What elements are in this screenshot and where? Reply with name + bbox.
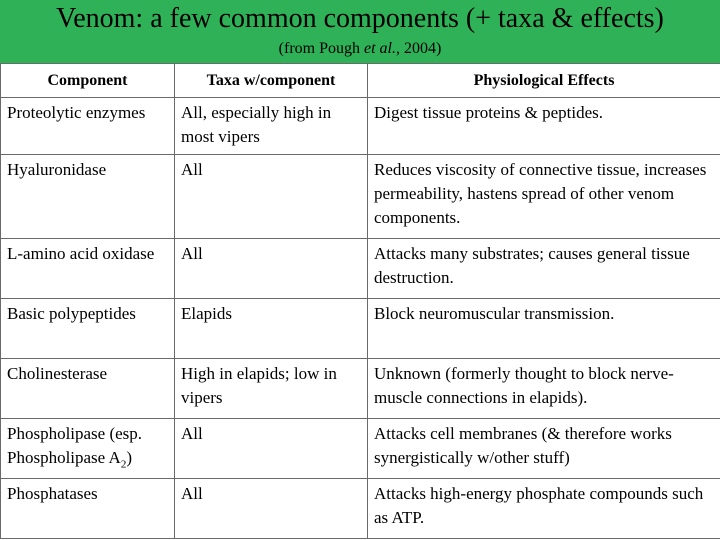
cell-component: Hyaluronidase (1, 155, 175, 239)
table-row (1, 299, 720, 359)
header-row (1, 64, 720, 98)
table-row (1, 359, 720, 419)
cell-component: L-amino acid oxidase (1, 239, 175, 299)
subtitle-year: , 2004) (396, 40, 442, 57)
cell-effects: Unknown (formerly thought to block nerve-muscle connections in elapids). (368, 359, 720, 419)
cell-taxa: High in elapids; low in vipers (175, 359, 368, 419)
header-effects: Physiological Effects (368, 64, 720, 98)
table-row (1, 479, 720, 539)
cell-taxa: All, especially high in most vipers (175, 98, 368, 155)
component-subscript: 2 (120, 458, 127, 471)
table-row (1, 98, 720, 155)
cell-component: Basic polypeptides (1, 299, 175, 359)
cell-component: Cholinesterase (1, 359, 175, 419)
cell-taxa: All (175, 419, 368, 479)
cell-effects: Block neuromuscular transmission. (368, 299, 720, 359)
cell-effects: Attacks high-energy phosphate compounds such as ATP. (368, 479, 720, 539)
cell-effects: Attacks many substrates; causes general tissue destruction. (368, 239, 720, 299)
header-taxa: Taxa w/component (175, 64, 368, 98)
subtitle-italic: et al. (364, 40, 396, 57)
cell-taxa: Elapids (175, 299, 368, 359)
slide-title: Venom: a few common components (+ taxa & effects) (56, 3, 664, 34)
venom-components-table (0, 63, 720, 539)
cell-component (1, 419, 175, 479)
cell-taxa: All (175, 155, 368, 239)
component-text: Phospholipase (esp. Phospholipase A (7, 424, 143, 467)
cell-effects: Reduces viscosity of connective tissue, increases permeability, hastens spread of other venom components. (368, 155, 720, 239)
cell-component: Proteolytic enzymes (1, 98, 175, 155)
cell-effects: Attacks cell membranes (& therefore works synergistically w/other stuff) (368, 419, 720, 479)
cell-taxa: All (175, 239, 368, 299)
header-component: Component (1, 64, 175, 98)
subtitle-text: (from Pough (278, 40, 364, 57)
slide-subtitle (0, 39, 720, 59)
table-row (1, 419, 720, 479)
table-row (1, 239, 720, 299)
cell-component: Phosphatases (1, 479, 175, 539)
component-text-end: ) (126, 448, 132, 467)
table-row (1, 155, 720, 239)
cell-effects: Digest tissue proteins & peptides. (368, 98, 720, 155)
cell-taxa: All (175, 479, 368, 539)
